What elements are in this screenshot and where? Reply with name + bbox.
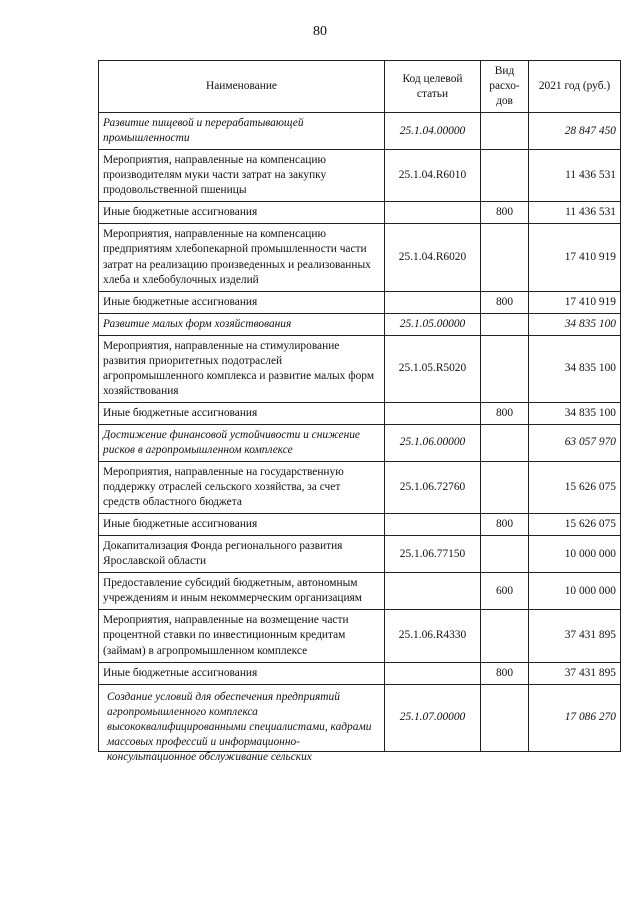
row-type — [481, 536, 529, 573]
row-name: Мероприятия, направленные на государственную поддержку отраслей сельского хозяйства, за счет средств областного бюджета — [99, 462, 385, 514]
row-type: 800 — [481, 662, 529, 684]
row-code — [385, 402, 481, 424]
table-row — [99, 573, 621, 610]
row-amount: 28 847 450 — [529, 113, 621, 150]
table-row — [99, 662, 621, 684]
row-name: Иные бюджетные ассигнования — [99, 291, 385, 313]
row-name: Мероприятия, направленные на компенсацию производителям муки части затрат на закупку продовольственной пшеницы — [99, 150, 385, 202]
row-name: Мероприятия, направленные на возмещение части процентной ставки по инвестиционным кредитам (займам) в агропромышленном комплексе — [99, 610, 385, 662]
row-type: 800 — [481, 202, 529, 224]
table-row — [99, 424, 621, 461]
header-code: Код целевой статьи — [385, 61, 481, 113]
row-code: 25.1.06.77150 — [385, 536, 481, 573]
row-type — [481, 424, 529, 461]
row-amount: 11 436 531 — [529, 202, 621, 224]
table-header-row — [99, 61, 621, 113]
row-amount: 63 057 970 — [529, 424, 621, 461]
row-name: Мероприятия, направленные на компенсацию предприятиям хлебопекарной промышленности части затрат на реализацию произведенных и реализованных хлеба и хлебобулочных изделий — [99, 224, 385, 291]
row-name: Развитие малых форм хозяйствования — [99, 313, 385, 335]
row-amount: 34 835 100 — [529, 402, 621, 424]
table-row — [99, 462, 621, 514]
row-code: 25.1.04.00000 — [385, 113, 481, 150]
row-name: Иные бюджетные ассигнования — [99, 202, 385, 224]
row-amount: 15 626 075 — [529, 514, 621, 536]
table-row — [99, 335, 621, 402]
row-name: Иные бюджетные ассигнования — [99, 402, 385, 424]
budget-table — [98, 60, 621, 763]
row-name: Иные бюджетные ассигнования — [99, 514, 385, 536]
row-type — [481, 224, 529, 291]
table-row — [99, 684, 621, 751]
row-type — [481, 610, 529, 662]
row-name: Развитие пищевой и перерабатывающей промышленности — [99, 113, 385, 150]
row-code — [385, 202, 481, 224]
table-row — [99, 313, 621, 335]
row-type — [481, 313, 529, 335]
row-amount: 17 410 919 — [529, 291, 621, 313]
row-code — [385, 573, 481, 610]
table-row — [99, 224, 621, 291]
row-type — [481, 462, 529, 514]
row-name: Иные бюджетные ассигнования — [99, 662, 385, 684]
row-type: 600 — [481, 573, 529, 610]
row-code: 25.1.04.R6020 — [385, 224, 481, 291]
page-number: 80 — [313, 24, 327, 39]
row-code: 25.1.04.R6010 — [385, 150, 481, 202]
table-row — [99, 402, 621, 424]
table-row — [99, 610, 621, 662]
row-amount: 37 431 895 — [529, 662, 621, 684]
row-type — [481, 684, 529, 751]
table-row — [99, 536, 621, 573]
row-amount: 10 000 000 — [529, 536, 621, 573]
row-amount: 34 835 100 — [529, 313, 621, 335]
row-code: 25.1.07.00000 — [385, 684, 481, 751]
row-name-text: Создание условий для обеспечения предприятий агропромышленного комплекса высококвалифицированными специалистами, кадрами массовых профессий и информационно-консультационное обслуживание сельских — [107, 690, 372, 763]
header-name: Наименование — [99, 61, 385, 113]
row-name: Мероприятия, направленные на стимулирование развития приоритетных подотраслей агропромышленного комплекса и развитие малых форм хозяйствования — [99, 335, 385, 402]
table-row — [99, 113, 621, 150]
table-row — [99, 291, 621, 313]
row-amount: 17 086 270 — [529, 684, 621, 751]
row-code: 25.1.05.R5020 — [385, 335, 481, 402]
row-type: 800 — [481, 514, 529, 536]
row-code — [385, 662, 481, 684]
row-name: Докапитализация Фонда регионального развития Ярославской области — [99, 536, 385, 573]
row-type — [481, 335, 529, 402]
row-code — [385, 291, 481, 313]
table-row — [99, 202, 621, 224]
row-code: 25.1.05.00000 — [385, 313, 481, 335]
row-type — [481, 150, 529, 202]
row-code: 25.1.06.00000 — [385, 424, 481, 461]
row-amount: 17 410 919 — [529, 224, 621, 291]
header-amount: 2021 год (руб.) — [529, 61, 621, 113]
row-name: Достижение финансовой устойчивости и снижение рисков в агропромышленном комплексе — [99, 424, 385, 461]
table-row — [99, 150, 621, 202]
table-row — [99, 514, 621, 536]
row-code: 25.1.06.72760 — [385, 462, 481, 514]
row-amount: 15 626 075 — [529, 462, 621, 514]
row-type: 800 — [481, 402, 529, 424]
row-name: Предоставление субсидий бюджетным, автономным учреждениям и иным некоммерческим организациям — [99, 573, 385, 610]
row-amount: 34 835 100 — [529, 335, 621, 402]
row-code — [385, 514, 481, 536]
row-amount: 37 431 895 — [529, 610, 621, 662]
row-amount: 10 000 000 — [529, 573, 621, 610]
row-type: 800 — [481, 291, 529, 313]
row-name — [99, 684, 385, 763]
row-code: 25.1.06.R4330 — [385, 610, 481, 662]
header-type: Вид расхо-дов — [481, 61, 529, 113]
row-type — [481, 113, 529, 150]
row-amount: 11 436 531 — [529, 150, 621, 202]
